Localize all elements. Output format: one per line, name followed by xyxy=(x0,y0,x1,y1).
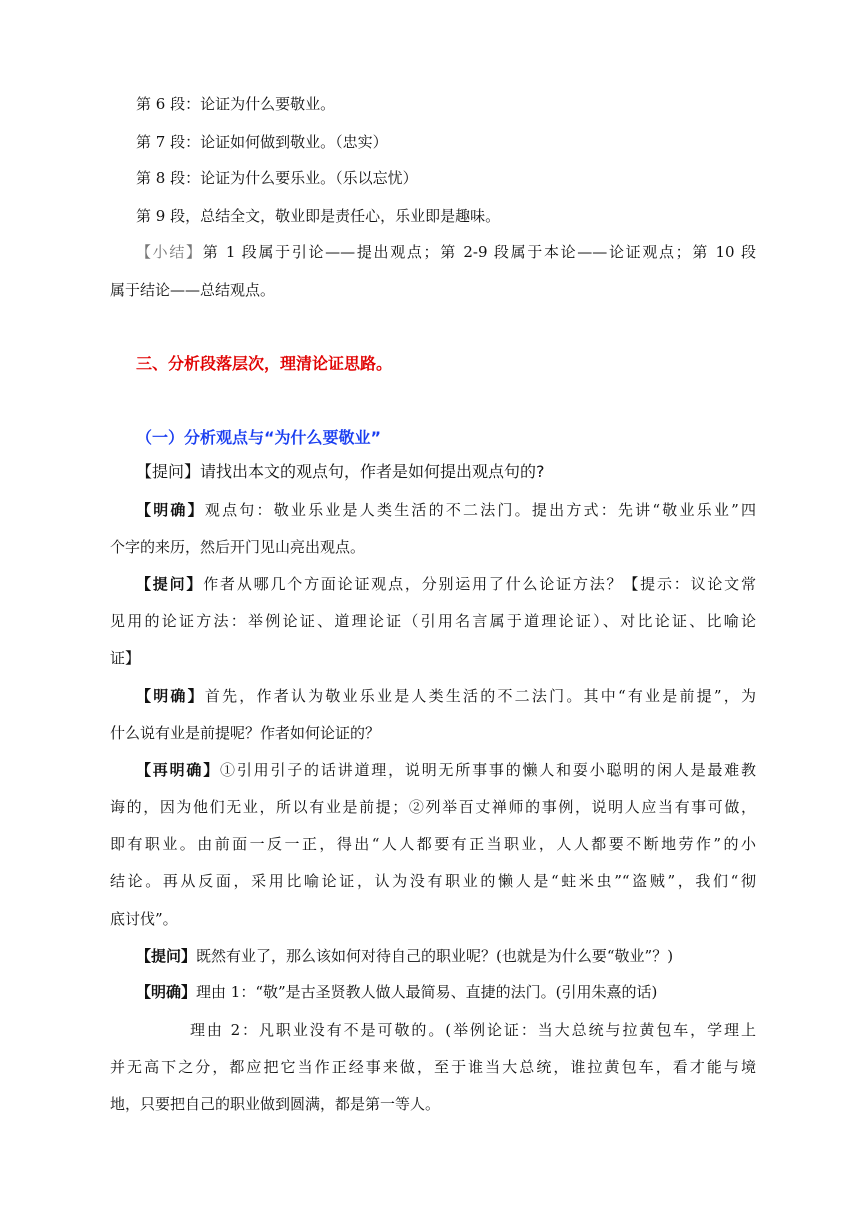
answer-1-text-1: 观点句：敬业乐业是人类生活的不二法门。提出方式：先讲“敬业乐业”四 xyxy=(204,501,756,519)
answer-3-line-5: 底讨伐”。 xyxy=(110,910,178,928)
summary-tag: 【小结】 xyxy=(136,243,203,261)
answer-2-line-2: 什么说有业是前提呢？作者如何论证的？ xyxy=(110,724,381,742)
line-p9: 第 9 段，总结全文，敬业即是责任心，乐业即是趣味。 xyxy=(136,207,501,225)
line-p8: 第 8 段：论证为什么要乐业。（乐以忘忧） xyxy=(136,169,418,187)
section-heading: 三、分析段落层次，理清论证思路。 xyxy=(136,354,393,373)
question-2-tag: 【提问】 xyxy=(136,575,204,593)
answer-3-line-4: 结论。再从反面，采用比喻论证，认为没有职业的懒人是“蛀米虫”“盗贼”，我们“彻 xyxy=(110,872,756,890)
answer-2-text-1: 首先，作者认为敬业乐业是人类生活的不二法门。其中“有业是前提”，为 xyxy=(204,687,756,705)
answer-3-text-1: ①引用引子的话讲道理，说明无所事事的懒人和耍小聪明的闲人是最难教 xyxy=(220,761,756,779)
question-3-tag: 【提问】 xyxy=(136,947,197,965)
answer-4-tag: 【明确】 xyxy=(136,983,197,1001)
question-3-text-1: 既然有业了，那么该如何对待自己的职业呢？(也就是为什么要“敬业”？) xyxy=(196,947,674,965)
answer-1-line-1 xyxy=(136,500,756,520)
answer-3-line-1 xyxy=(136,760,756,780)
line-p7: 第 7 段：论证如何做到敬业。（忠实） xyxy=(136,133,388,151)
summary-line-2: 属于结论——总结观点。 xyxy=(110,281,276,299)
answer-3-line-3: 即有职业。由前面一反一正，得出“人人都要有正当职业，人人都要不断地劳作”的小 xyxy=(110,835,756,853)
answer-1-line-2: 个字的来历，然后开门见山亮出观点。 xyxy=(110,538,366,556)
answer-3-tag: 【再明确】 xyxy=(136,761,221,779)
question-2-line-2: 见用的论证方法：举例论证、道理论证（引用名言属于道理论证）、对比论证、比喻论 xyxy=(110,612,756,630)
question-3-line-1 xyxy=(136,946,756,966)
answer-3-line-2: 诲的，因为他们无业，所以有业是前提；②列举百丈禅师的事例，说明人应当有事可做， xyxy=(110,798,756,816)
question-1: 【提问】请找出本文的观点句，作者是如何提出观点句的? xyxy=(136,462,545,481)
summary-line-1 xyxy=(136,242,756,262)
answer-4-text-1: 理由 1：“敬”是古圣贤教人做人最简易、直捷的法门。(引用朱熹的话) xyxy=(196,983,658,1001)
reason-2-line-2: 并无高下之分，都应把它当作正经事来做，至于谁当大总统，谁拉黄包车，看才能与境 xyxy=(110,1058,756,1076)
subsection-heading: （一）分析观点与“为什么要敬业” xyxy=(136,428,382,447)
summary-text-1: 第 1 段属于引论——提出观点；第 2-9 段属于本论——论证观点；第 10 段 xyxy=(202,243,756,261)
answer-1-tag: 【明确】 xyxy=(136,501,205,519)
question-2-line-3: 证】 xyxy=(110,649,141,667)
question-2-text-1: 作者从哪几个方面论证观点，分别运用了什么论证方法？【提示：议论文常 xyxy=(203,575,756,593)
reason-2-line-1: 理由 2：凡职业没有不是可敬的。(举例论证：当大总统与拉黄包车，学理上 xyxy=(190,1021,756,1039)
answer-2-line-1 xyxy=(136,686,756,706)
answer-4-line-1 xyxy=(136,982,756,1002)
answer-2-tag: 【明确】 xyxy=(136,687,205,705)
question-2-line-1 xyxy=(136,574,756,594)
reason-2-line-3: 地，只要把自己的职业做到圆满，都是第一等人。 xyxy=(110,1095,441,1113)
line-p6: 第 6 段：论证为什么要敬业。 xyxy=(136,95,336,113)
